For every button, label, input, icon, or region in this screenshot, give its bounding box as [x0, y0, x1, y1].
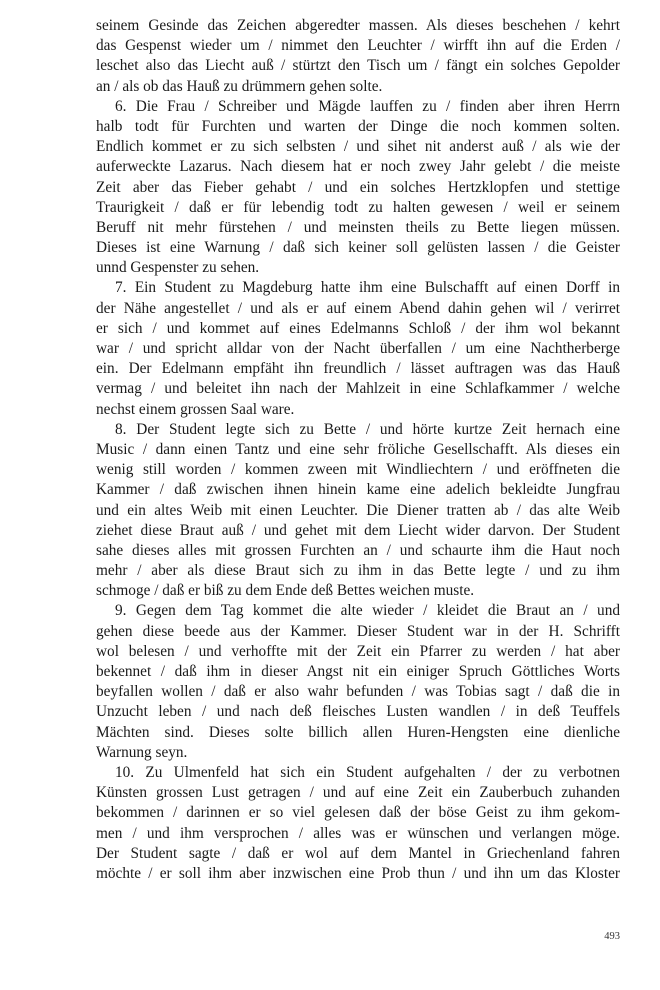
page-number: 493: [604, 931, 620, 942]
text-line: Zeit aber das Fieber gehabt / und ein solches Hertzklopfen und stettige: [96, 178, 620, 196]
text-line: schmoge / daß er biß zu dem Ende deß Bettes weichen muste.: [96, 582, 475, 600]
text-line: nechst einem grossen Saal ware.: [96, 400, 295, 418]
paragraph-first-line: 7. Ein Student zu Magdeburg hatte ihm eine Bulschafft auf einen Dorff in: [115, 279, 620, 297]
text-line: Music / dann einen Tantz und eine sehr fröliche Gesellschafft. Als dieses ein: [96, 440, 620, 458]
text-line: Unzucht leben / und nach deß fleisches Lusten wandlen / in deß Teuffels: [96, 703, 620, 721]
text-line: ein. Der Edelmann empfäht ihn freundlich / lässet auftragen was das Hauß: [96, 360, 620, 378]
text-line: unnd Gespenster zu sehen.: [96, 259, 260, 277]
text-line: ziehet diese Braut auß / und gehet mit dem Liecht wider darvon. Der Student: [96, 521, 620, 539]
paragraph-first-line: 6. Die Frau / Schreiber und Mägde lauffen zu / finden aber ihren Herrn: [115, 97, 620, 115]
text-line: war / und spricht alldar von der Nacht überfallen / um eine Nachtherberge: [96, 340, 620, 357]
text-line: der Nähe angestellet / und als er auf einem Abend dahin gehen wil / verirret: [96, 299, 620, 317]
text-line: Beruff nit mehr fürstehen / und meinsten theils zu Bette liegen müssen.: [96, 218, 620, 236]
text-line: mehr / aber als diese Braut sich zu ihm in das Bette legte / und zu ihm: [96, 562, 620, 580]
text-line: Dieses ist eine Warnung / daß sich keiner soll gelüsten lassen / die Geister: [96, 239, 620, 257]
text-line: Künsten grossen Lust getragen / und auf eine Zeit ein Zauberbuch zuhanden: [96, 784, 620, 802]
text-line: beyfallen wollen / daß er also wahr befunden / was Tobias sagt / daß die in: [96, 683, 620, 701]
text-line: das Gespenst wieder um / nimmet den Leuchter / wirfft ihn auf die Erden /: [96, 37, 620, 55]
text-line: bekommen / darinnen er so viel gelesen daß der böse Geist zu ihm gekom-: [96, 804, 620, 822]
text-line: Kammer / daß zwischen ihnen hinein kame eine adelich bekleidte Jungfrau: [96, 481, 620, 499]
text-line: men / und ihm versprochen / alles was er wünschen und verlangen möge.: [96, 824, 620, 842]
text-line: gehen diese beede aus der Kammer. Dieser Student war in der H. Schrifft: [96, 622, 620, 640]
text-line: er sich / und kommet auf eines Edelmanns Schloß / der ihm wol bekannt: [96, 319, 620, 337]
text-line: möchte / er soll ihm aber inzwischen eine Prob thun / und ihn um das Kloster: [96, 864, 620, 882]
text-line: Mächten sind. Dieses solte billich allen Huren-Hengsten eine dienliche: [96, 723, 620, 741]
text-line: Warnung seyn.: [96, 743, 188, 761]
text-line: Traurigkeit / daß er für lebendig todt zu halten gewesen / weil er seinem: [96, 198, 620, 216]
text-line: Endlich kommet er zu sich selbsten / und sihet nit anderst auß / als wie der: [96, 138, 620, 156]
text-line: sahe dieses alles mit grossen Furchten an / und schaurte ihm die Haut noch: [96, 541, 620, 559]
text-line: bekennet / daß ihm in dieser Angst nit ein einiger Spruch Göttliches Worts: [96, 663, 620, 680]
paragraph-first-line: 9. Gegen dem Tag kommet die alte wieder / kleidet die Braut an / und: [115, 602, 620, 620]
text-line: an / als ob das Hauß zu drümmern gehen solte.: [96, 77, 383, 95]
paragraph-first-line: 8. Der Student legte sich zu Bette / und hörte kurtze Zeit hernach eine: [115, 420, 620, 438]
text-line: leschet also das Liecht auß / stürtzt den Tisch um / fängt ein solches Gepolder: [96, 57, 620, 75]
text-line: vermag / und beleitet ihn nach der Mahlzeit in eine Schlafkammer / welche: [96, 380, 620, 398]
body-text: [96, 16, 620, 884]
text-line: halb todt für Furchten und warten der Dinge die noch kommen solten.: [96, 117, 620, 135]
text-line: wenig still worden / kommen zween mit Windliechtern / und eröffneten die: [96, 461, 620, 479]
text-line: wol belesen / und verhoffte mit der Zeit ein Pfarrer zu werden / hat aber: [96, 642, 620, 660]
text-line: Der Student sagte / daß er wol auf dem Mantel in Griechenland fahren: [96, 844, 620, 862]
text-line: auferweckte Lazarus. Nach diesem hat er noch zwey Jahr gelebt / die meiste: [96, 158, 620, 176]
paragraph-first-line: 10. Zu Ulmenfeld hat sich ein Student aufgehalten / der zu verbotnen: [115, 763, 620, 781]
text-line: und ein altes Weib mit einen Leuchter. Die Diener tratten ab / das alte Weib: [96, 501, 620, 519]
document-page: [96, 0, 620, 990]
text-line: seinem Gesinde das Zeichen abgeredter massen. Als dieses beschehen / kehrt: [96, 17, 620, 34]
